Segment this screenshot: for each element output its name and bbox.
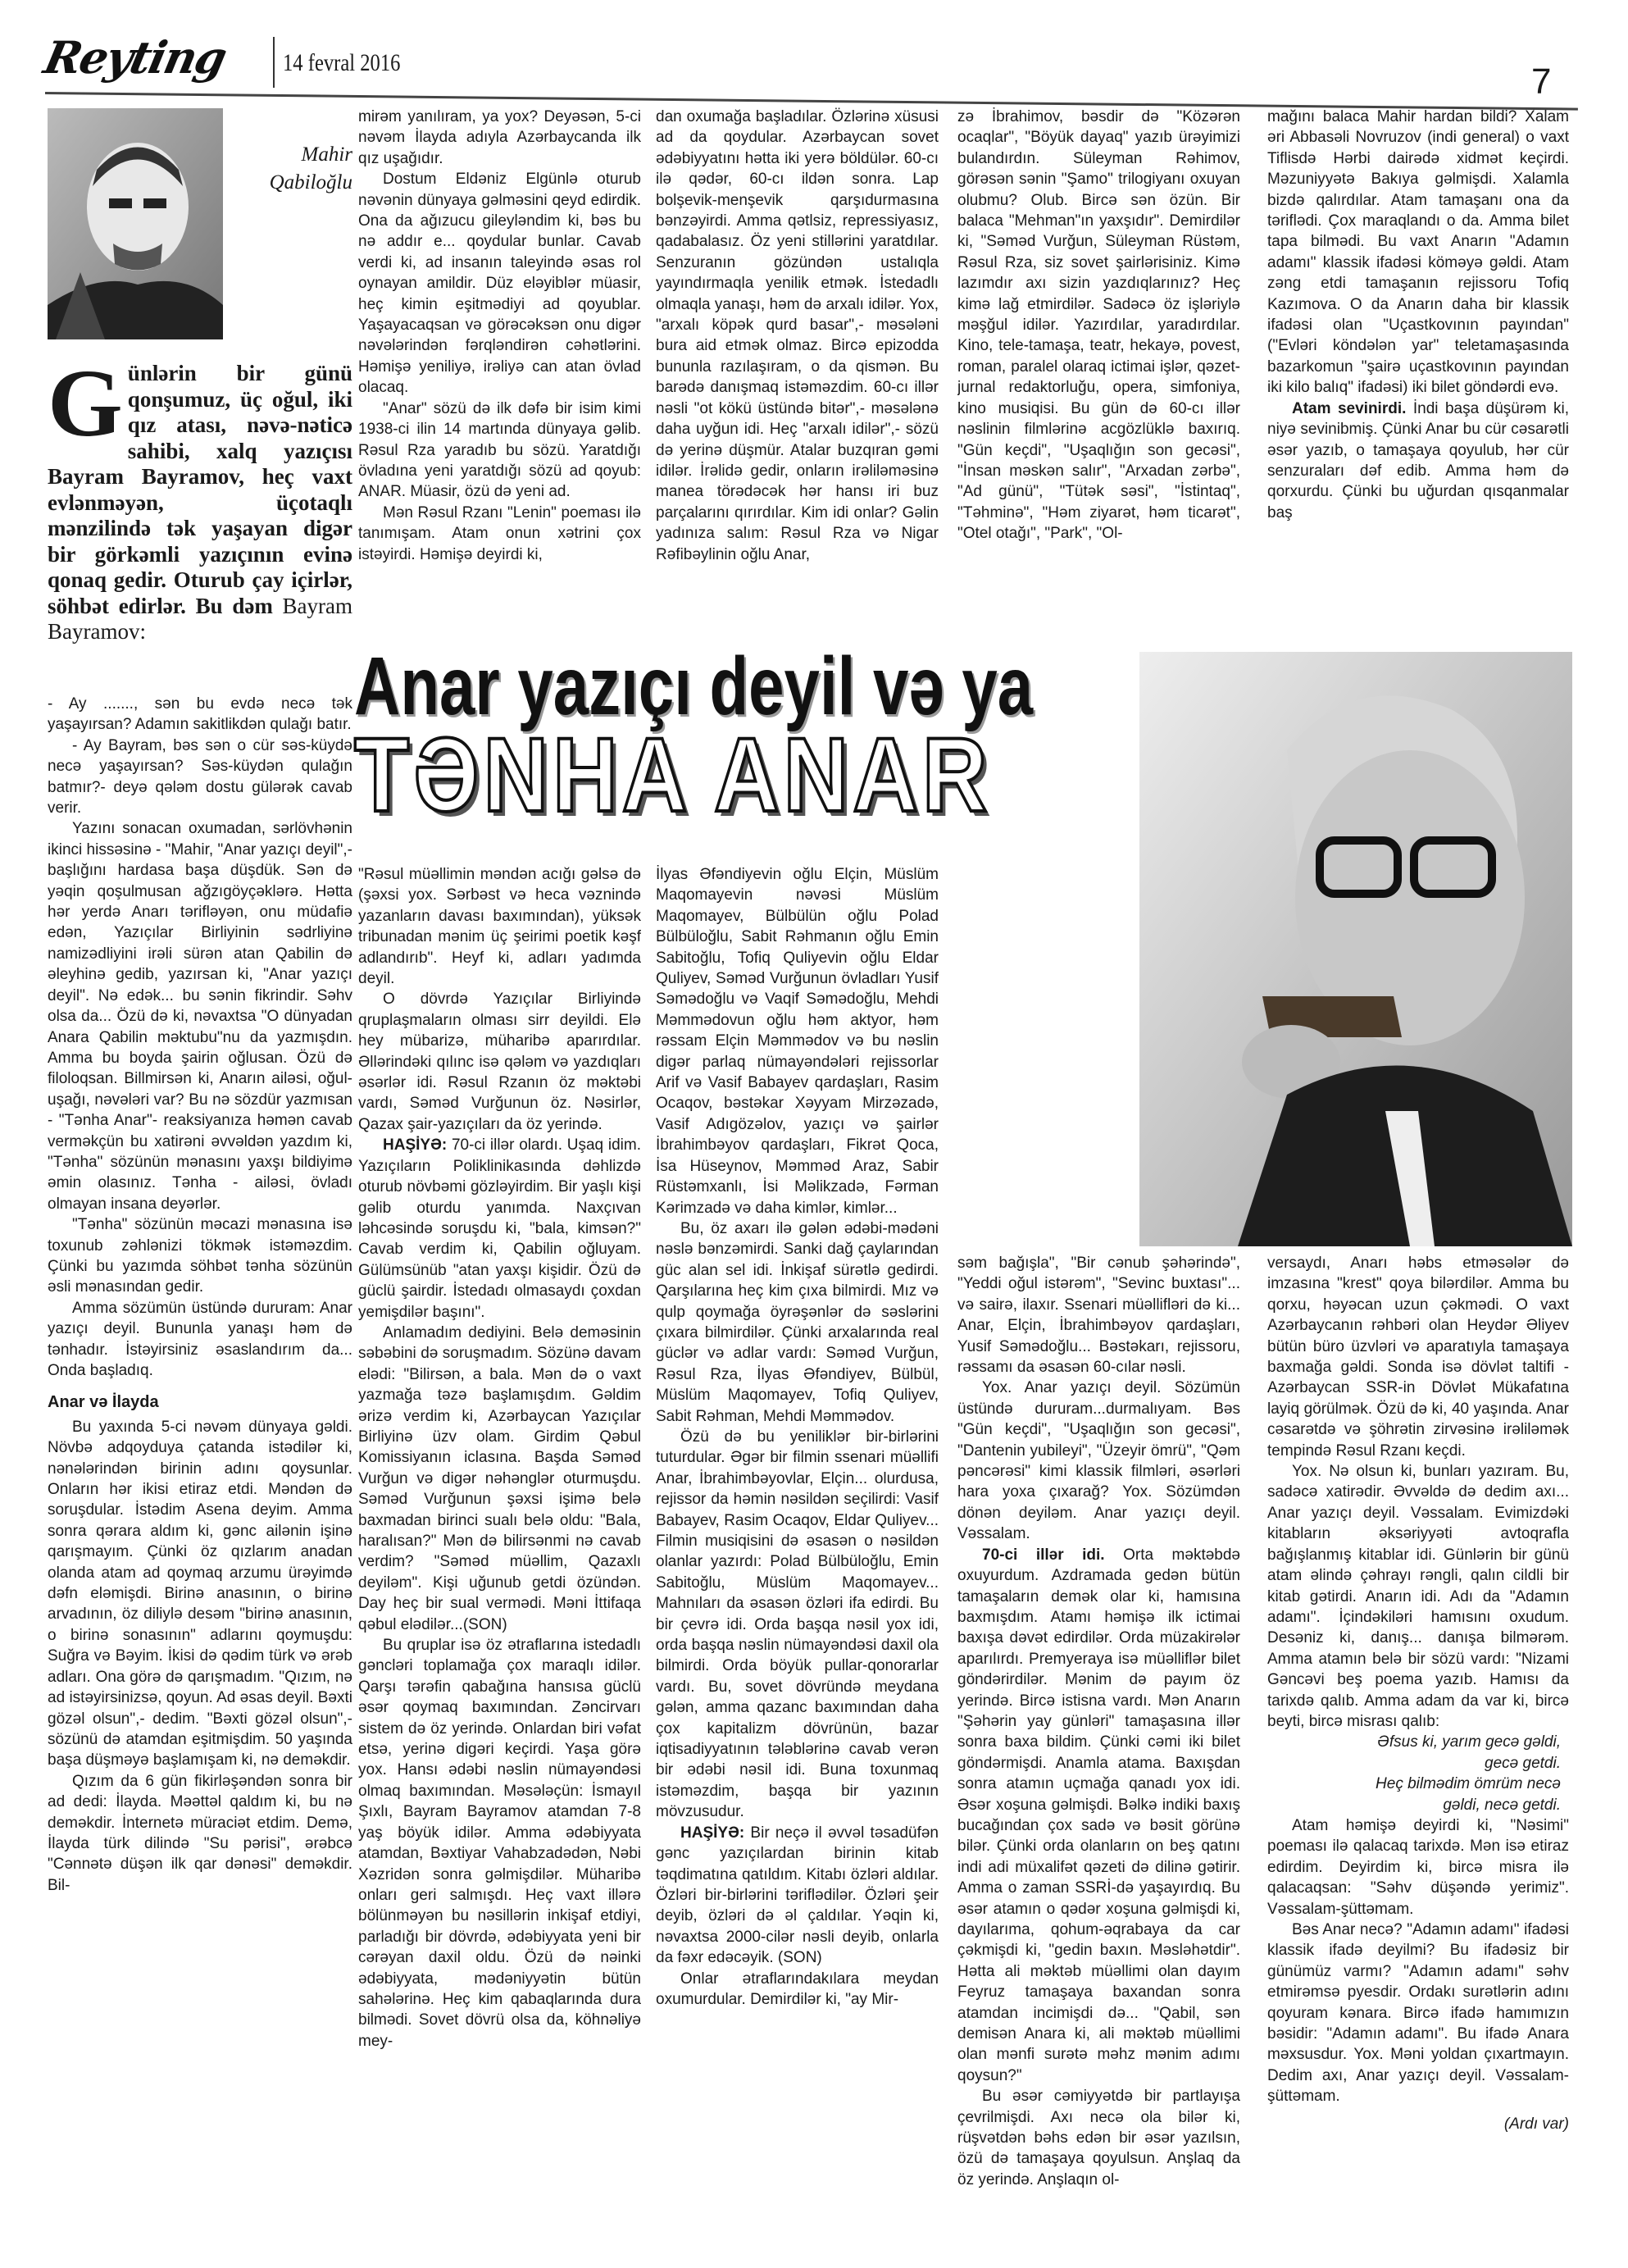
article-paragraph: mağını balaca Mahir hardan bildi? Xalam əri Abbasəli Novruzov (indi general) o vaxt Tiflisdə Hərbi dairədə xidmət keçirdi. Məzuniyyətə Bakıya gəlmişdi. Xalamla bizdə qalırdılar. Atam tamaşanı ona da təriflədi. Çox maraqlandı o da. Amma bilet tapa bilmədi. Bu vaxt Anarın "Adamın adamı" klassik ifadəsi köməyə gəldi. Atam zəng etdi tamaşanın rejissoru Tofiq Kazımova. O da Anarın daha bir klassik ifadəsi olan "Uçastkovının payından" ("Evləri köndələn yar" teletamaşasında bazarkomun "şairə uçastkovının payından iki kilo balıq" ifadəsi) iki bilet göndərdi evə.: [1267, 108, 1569, 397]
column-5-lower: [1267, 1253, 1569, 2227]
article-paragraph: mirəm yanılıram, ya yox? Deyəsən, 5-ci nəvəm İlayda adıyla Azərbaycanda ilk qız uşağıdır.: [358, 108, 641, 167]
article-paragraph: Bu yaxında 5-ci nəvəm dünyaya gəldi. Növbə adqoyduya çatanda istədilər ki, nənələrindən birinin adını qoysunlar. Onların hər ikisi etiraz etdi. Məndən də soruşdular. İstədim Asena deyim. Amma sonra qərara aldım ki, gənc ailənin işinə qarışmayım. Çünki öz qızlarım anadan olanda atam ad qoymaq arzumu ürəyimdə dəfn eləmişdi. Birinə anasının, o birinə arvadının, öz diliylə desəm "birinə anasının, o birinə sonasının" adlarını qoymuşdu: Suğra və Bəyim. İkisi də qədim türk və ərəb adları. Ona görə də qarışmadım. "Qızım, nə ad istəyirsinizsə, qoyun. Ad əsas deyil. Bəxti gözəl olsun",- dedim. "Bəxti gözəl olsun",- sözünü də atamdan eşitmişdim. 50 yaşında başa düşməyə başlamışam ki, nə deməkdir.: [48, 1418, 352, 1769]
headline-text-1: Anar yazıçı deyil və ya: [354, 640, 1034, 732]
article-paragraph: Dostum Eldəniz Elgünlə oturub nəvənin dünyaya gəlməsini qeyd edirdik. Ona da ağızucu gileyləndim ki, bəs bu nə addır e... qoydular bunlar. Cavab verdi ki, ad insanın taleyində əsas rol oynayan amildir. Düz eləyiblər müasir, heç kimin eşitmədiyi ad qoyublar. Yaşayacaqsan və görəcəksən onu digər nəvələrindən fərqləndirən cəhətlərini. Həmişə yeniliyə, irəliyə can atan övlad olacaq.: [358, 171, 641, 397]
article-paragraph: "Rəsul müəllimin məndən acığı gəlsə də (şəxsi yox. Sərbəst və heca vəznində yazanların davası baxımından), yüksək tribunadan mənim üç şeirimi poetik kəşf adlandırıb". Heyf ki, adları yadımda deyil.: [358, 866, 641, 988]
article-paragraph: Mən Rəsul Rzanı "Lenin" poeması ilə tanımışam. Atam onun xətrini çox istəyirdi. Həmişə deyirdi ki,: [358, 503, 641, 563]
article-paragraph: [1267, 398, 1569, 523]
column-5-upper: [1267, 107, 1569, 649]
paragraph-text: 70-ci illər olardı. Uşaq idim. Yazıçıların Poliklinikasında dəhlizdə oturub növbəmi gözləyirdim. Bir yaşlı kişi gəlib oturdu yanımda. Naxçıvan ləhcəsində soruşdu ki, "bala, kimsən?" Cavab verdim ki, Qabilin oğluyam. Gülümsünüb "atan yaxşı kişidir. Özü də güclü şairdir. İstedadı olmasaydı çoxdan yemişdilər başını".: [358, 1136, 641, 1321]
paragraph-text: Orta məktəbdə oxuyurdum. Azdramada gedən bütün tamaşaların demək olar ki, hamısına baxmışdım. Atamı həmişə ilk ictimai baxışa dəvət edirdilər. Orda müzakirələr aparılırdı. Premyeraya isə müəlliflər bilet göndərirdilər. Mənim də payım öz yerində. Bircə istisna vardı. Mən Anarın "Şəhərin yay günləri" tamaşasına illər sonra baxa bildim. Çünki cəmi iki bilet göndərmişdi. Anamla atama. Baxışdan sonra atamın uçmağa qanadı yox idi. Əsər xoşuna gəlmişdi. Bəlkə indiki baxış bucağından çox sadə və bəsit görünə bilər. Çünki orda olanların on beş qatını indi adi müxalifət qəzeti də dilinə gətirir. Amma o zaman SSRİ-də yaşayırdıq. Bu əsər atamın o qədər xoşuna gəlmişdi ki, dayılarıma, qohum-əqrabaya da car çəkmişdi ki, "gedin baxın. Məsləhətdir". Hətta ali məktəb müəllimi olan dayım Feyruz tamaşaya baxandan sonra atamdan incimişdi də... "Qabil, sən demisən Anara ki, ali məktəb müəllimi olan mənfi surətə məhz mənim adımı qoysun?": [957, 1546, 1240, 2084]
bold-lead-in: HAŞİYƏ:: [680, 1824, 745, 1842]
author-byline: [234, 141, 352, 197]
article-paragraph: [656, 1823, 939, 1969]
header-divider: [273, 37, 275, 88]
article-paragraph: - Ay Bayram, bəs sən o cür səs-küydə necə yaşayırsan? Səs-küydən qulağın batmır?- deyə qələm dostu gülərək cavab verir.: [48, 736, 352, 817]
article-paragraph: Bu, öz axarı ilə gələn ədəbi-mədəni nəslə bənzəmirdi. Sanki dağ çaylarından güc alan sel idi. İnkişaf sürətlə gedirdi. Qarşılarına heç kim çıxa bilmirdi. Mız və qulp qoymağa öyrəşənlər də səslərini çıxara bilmirdilər. Çünki arxalarında real güclər və adlar vardı: Səməd Vurğun, Rəsul Rza, İlyas Əfəndiyev, Bülbül, Müslüm Maqomayev, Tofiq Quliyev, Sabit Rəhman, Mehdi Məmmədov.: [656, 1219, 939, 1425]
article-paragraph: - Ay ......., sən bu evdə necə tək yaşayırsan? Adamın sakitlikdən qulağı batır.: [48, 695, 352, 734]
article-paragraph: Özü də bu yeniliklər bir-birlərini tuturdular. Əgər bir filmin ssenari müəllifi Anar, İbrahimbəyovlar, Elçin... olurdusa, rejissor da həmin nəsildən seçilirdi: Vasif Babayev, Rasim Ocaqov, Eldar Quliyev... Filmin musiqisini də əsasən o nəsildən olanlar yazırdı: Polad Bülbüloğlu, Emin Sabitoğlu, Müslüm Maqomayev... Mahnıları da əsasən özləri ifa edirdi. Bu bir çevrə idi. Orda başqa nəsil yox idi, orda başqa nəslin nümayəndəsi daxil ola bilmirdi. Orda böyük pullar-qonorarlar vardı. Bu, sovet dövründə meydana gələn, amma qazanc baxımından daha çox kapitalizm dövrünün, bazar iqtisadiyyatının tələblərinə cavab verən bir ədəbi nəsil idi. Buna toxunmaq istəməzdim, başqa bir yazının mövzusudur.: [656, 1428, 939, 1821]
article-paragraph: Amma sözümün üstündə dururam: Anar yazıçı deyil. Bununla yanaşı həm də tənhadır. İstəyirsiniz əsaslandırım da... Onda başladıq.: [48, 1299, 352, 1379]
drop-cap: G: [48, 349, 123, 457]
article-paragraph: Yox. Anar yazıçı deyil. Sözümün üstündə dururam...durmalıyam. Bəs "Gün keçdi", "Uşaqlığın son gecəsi", "Dantenin yubileyi", "Üzeyir ömrü", "Qəm pəncərəsi" kimi klassik filmləri, əsərləri hara yoxa çıxarağ? Yox. Sözümdən dönən deyiləm. Anar yazıçı deyil. Vəssalam.: [957, 1379, 1240, 1543]
column-left: [48, 694, 352, 2227]
article-paragraph: zə İbrahimov, bəsdir də "Közərən ocaqlar", "Böyük dayaq" yazıb ürəyimizi bulandırdın. Süleyman Rəhimov, görəsən sənin "Şamo" trilogiyanı oxuyan olubmu? Olub. Bircə sən özün. Bir balaca "Mehman"ın yaxşıdır". Demirdilər ki, "Səməd Vurğun, Süleyman Rüstəm, Rəsul Rza, siz sovet şairlərisiniz. Kimə lazımdır axı sizin yazdıqlarınız? Heç kimə lağ etmirdilər. Sadəcə öz işləriylə məşğul idilər. Yazırdılar, yaradırdılar. Kino, tele-tamaşa, teatr, hekayə, povest, roman, paralel olaraq ictimai işlər, qəzet-jurnal redaktorluğu, opera, simfoniya, kino musiqisi. Bu gün də 60-cı illər nəslinin filmlərinə acgözlüklə baxırıq. "Gün keçdi", "Uşaqlığın son gecəsi", "İnsan məskən salır", "Arxadan zərbə", "Ad günü", "Tütək səsi", "İstintaq", "Təhminə", "Həm ziyarət, həm ticarət", "Otel otağı", "Park", "Ol-: [957, 108, 1240, 543]
article-paragraph: Atam həmişə deyirdi ki, "Nəsimi" poeması ilə qalacaq tarixdə. Mən isə etiraz edirdim. Deyirdim ki, bircə misra ilə qalacaqsan: "Səhv düşəndə yerimiz". Vəssalam-şüttəmam.: [1267, 1816, 1569, 1918]
section-subheading: Anar və İlayda: [48, 1393, 159, 1412]
page-number: 7: [1531, 61, 1552, 102]
bold-lead-in: 70-ci illər idi.: [982, 1546, 1105, 1564]
lead-tail: Bayram Bayramov:: [48, 593, 352, 644]
article-paragraph: Anlamadım dediyini. Belə deməsinin səbəbini də soruşmadım. Sözünə davam elədi: "Bilirsən, a bala. Mən də o vaxt yazmağa təzə başlamışdım. Gəldim ərizə verdim ki, Azərbaycan Yazıçılar Birliyinə üzv olam. Girdim Qəbul Komissiyanın iclasına. Başda Səməd Vurğun və digər nəhənglər oturmuşdu. Səməd Vurğunun şəxsi işimə belə baxmadan birinci sualı belə oldu: "Bala, haralısan?" Mən də bilirsənmi nə cavab verdim? "Səməd müəllim, Qazaxlı deyiləm". Kişi uğunub getdi özündən. Day heç bir sual vermədi. Məni İttifaqa qəbul elədilər...(SON): [358, 1323, 641, 1633]
bold-lead-in: HAŞİYƏ:: [383, 1136, 448, 1154]
column-3-upper: [656, 107, 939, 649]
author-last-name: Qabiloğlu: [269, 171, 352, 194]
article-paragraph: "Tənha" sözünün məcazi mənasına isə toxunub zəhlənizi tökmək istəməzdim. Çünki bu yazımda söhbət tənha sözünün əsli mənasından gedir.: [48, 1216, 352, 1296]
paragraph-text: Bir neçə il əvvəl təsadüfən gənc yazıçılardan birinin kitab təqdimatına qatıldım. Kitabı özləri aldılar. Özləri bir-birlərini təriflədilər. Özləri şeir deyib, özləri də əl çaldılar. Yəqin ki, nəvaxtsa 2000-cilər nəsli deyib, onlarla da fəxr edəcəyik. (SON): [656, 1824, 939, 1967]
newspaper-logo: Reyting: [39, 31, 230, 84]
article-paragraph: [358, 1135, 641, 1323]
article-paragraph: dan oxumağa başladılar. Özlərinə xüsusi ad da qoydular. Azərbaycan sovet ədəbiyyatını hətta iki yerə böldülər. 60-cı ilə qədər, 60-cı ildən sonra. Lap bolşevik-menşevik qarşıdurmasına bənzəyirdi. Amma qətlsiz, repressiyasız, qadabalasız. Öz yeni stillərini yaratdılar. Senzuranın gözündən ustalıqla yayındırmaqla yenilik etmək. İstedadlı olmaqla yanaşı, həm də arxalı idilər. Yox, "arxalı köpək qurd basar",- məsələni bura aid etmək olmaz. Bircə epizodda bununla razılaşıram, o da qismən. Bu barədə danışmaq istəməzdim. 60-cı illər nəsli "ot kökü üstündə bitər",- məsələnə daha uyğun idi. Heç "arxalı idilər",- sözü də yerinə düşmür. Atalar buzqıran gəmi idilər. İrəlidə gedir, onların irəliləməsinə manea törədəcək hər hansı iri buz parçalarını qırırdılar. Kim idi onlar? Gəlin yadınıza salım: Rəsul Rza və Nigar Rəfibəylinin oğlu Anar,: [656, 108, 939, 563]
author-first-name: Mahir: [301, 143, 352, 166]
column-2-lower: [358, 864, 641, 2227]
article-paragraph: Bəs Anar necə? "Adamın adamı" ifadəsi klassik ifadə deyilmi? Bu ifadəsiz bir günümüz varmı? "Adamın adamı" səhv etmirəmsə pyesdir. Ordakı surətlərin adını qoyuram kənara. Bircə ifadə hamımızın bəsidir: "Adamın adamı". Bu ifadə Anara məxsusdur. Yox. Məni yoldan çıxartmayın. Dedim axı, Anar yazıçı deyil. Vəssalam-şüttəmam.: [1267, 1921, 1569, 2106]
column-4-lower: [957, 1253, 1240, 2227]
lead-text: ünlərin bir günü qonşumuz, üç oğul, iki qız atası, nəvə-nəticə sahibi, xalq yazıçısı Bayram Bayramov, heç vaxt evlənməyən, üçotaqlı mənzilində tək yaşayan digər bir görkəmli yazıçının evinə qonaq gedir. Oturub çay içirlər, söhbət edirlər. Bu dəm: [48, 361, 352, 618]
bold-lead-in: Atam sevinirdi.: [1292, 399, 1407, 417]
article-paragraph: versaydı, Anarı həbs etməsələr də imzasına "krest" qoya bilərdilər. Amma bu qorxu, həyəcan uzun çəkmədi. O vaxt Azərbaycanın rəhbəri olan Heydər Əliyev bütün büro üzvləri və aparatıyla tamaşaya baxmağa gəldi. Sonda isə dövlət taltifi - Azərbaycan SSR-in Dövlət Mükafatına layiq görülmək. Özü də ki, 40 yaşında. Anar cəsarətdə və şöhrətin zirvəsinə irəliləmək tempində Rəsul Rzanı keçdi.: [1267, 1255, 1569, 1460]
headline-text-2: TƏNHA ANAR: [354, 717, 992, 834]
article-paragraph: Yazını sonacan oxumadan, sərlövhənin ikinci hissəsinə - "Mahir, "Anar yazıçı deyil",- başlığını hardasa başa düşdük. Sən də yəqin qoşulmusan ağzıgöyçəklərə. Hətta hər yerdə Anarı tərifləyən, onu müdafiə edən, Yazıçılar Birliyinin sədrliyinə namizədliyini irəli sürən atan Qabilin də əleyhinə gedib, yazırsan ki, "Anar yazıçı deyil". Nə edək... bu sənin fikrindir. Səhv olsa da... Özü də ki, nəvaxtsa "O dünyadan Anara Qabilin məktubu"nu da yazmışdın. Amma bu boyda şairin oğlusan. Özü də filoloqsan. Billmirsən ki, Anarın ailəsi, oğul-uşağı, nəvələri var? Bu nə sözdür yazmısan - "Tənha Anar"- reaksiyanıza həmən cavab verməkçün bu xatirəni əvvəldən yazdım ki, "Tənha" sözünün mənasını yaxşı bildiyimə əmin olasınız. Tənha - ailəsi, övladı olmayan insana deyərlər.: [48, 820, 352, 1213]
column-4-upper: [957, 107, 1240, 649]
article-paragraph: Bu qruplar isə öz ətraflarına istedadlı gəncləri toplamağa çox maraqlı idilər. Qarşı tərəfin qabağına hansısa güclü əsər qoymaq baxımından. Zəncirvarı sistem də öz yerində. Onlardan biri vəfat etsə, yerinə digəri keçirdi. Yaşa görə yox. Hansı ədəbi nəslin nümayəndəsi olmaq baxımından. Məsələçün: İsmayıl Şıxlı, Bayram Bayramov atamdan 7-8 yaş böyük idilər. Amma ədəbiyyata atamdan, Bəxtiyar Vahabzadədən, Nəbi Xəzridən sonra gəlmişdilər. Müharibə onları geri salmışdı. Heç vaxt illərə bölünməyən bu nəsillərin inkişaf etdiyi, parladığı bir dövrdə, ədəbiyyata yeni bir cərəyan daxil oldu. Özü də nəinki ədəbiyyata, mədəniyyətin bütün sahələrinə. Heç kim qabaqlarında dura bilmədi. Sovet dövrü olsa da, köhnəliyə mey-: [358, 1637, 641, 2050]
article-paragraph: İlyas Əfəndiyevin oğlu Elçin, Müslüm Maqomayevin nəvəsi Müslüm Maqomayev, Bülbülün oğlu Polad Bülbüloğlu, Sabit Rəhmanın oğlu Emin Sabitoğlu, Tofiq Quliyevin oğlu Eldar Quliyev, Səməd Vurğunun övladları Yusif Səmədoğlu və Vaqif Səmədoğlu, Mehdi Məmmədovun oğlu həm aktyor, həm rəssam Elçin Məmmədov və bu nəslin digər parlaq nümayəndələri rejissorlar Arif və Vasif Babayev qardaşları, Rasim Ocaqov, bəstəkar Xəyyam Mirzəzadə, Vasif Adıgözəlov, yazıçı və şairlər İbrahimbəyov qardaşları, Fikrət Qoca, İsa Hüseynov, Məmməd Araz, Sabir Rüstəmxanlı, İsi Məlikzadə, Fərman Kərimzadə və daha kimlər, kimlər...: [656, 866, 939, 1217]
article-paragraph: Onlar ətraflarındakılara meydan oxumurdular. Demirdilər ki, "ay Mir-: [656, 1970, 939, 2008]
article-paragraph: [957, 1545, 1240, 2087]
poem-line: gecə getdi.: [1485, 1754, 1561, 1772]
poem-line: Heç bilmədim ömrüm necə: [1376, 1775, 1561, 1793]
continued-note: (Ardı var): [1503, 2115, 1569, 2133]
article-paragraph: Bu əsər cəmiyyətdə bir partlayışa çevrilmişdi. Axı necə ola bilər ki, rüşvətdən bəhs edən bir əsər yazılsın, özü də tamaşaya qoyulsun. Anşlaq da öz yerində. Anşlaqın ol-: [957, 2088, 1240, 2188]
anar-photo: [1139, 652, 1572, 1246]
article-paragraph: "Anar" sözü də ilk dəfə bir isim kimi 1938-ci ilin 14 martında dünyaya gəlib. Rəsul Rza yaradıb bu sözü. Yaratdığı övladına yeni yaratdığı sözü ad qoyub: ANAR. Müasir, özü də yeni ad.: [358, 399, 641, 501]
lead-paragraph: [48, 349, 352, 645]
article-paragraph: Yox. Nə olsun ki, bunları yazıram. Bu, sadəcə xatirədir. Əvvəldə də dedim axı... Anar yazıçı deyil. Vəssalam. Evimizdəki kitabların əksəriyyəti avtoqrafla bağışlanmış kitablar idi. Günlərin bir günü atam əlində çəhrayı rəngli, qalın cildli bir kitab gətirdi. Anarın idi. Adı da "Adamın adamı". İçindəkiləri hamısını oxudum. Desəniz ki, danış... danışa bilmərəm. Amma atamın belə bir sözü vardı: "Nizami Gəncəvi beş poema yazıb. Hamısı da tarixdə qalıb. Amma adam da var ki, bircə beyti, bircə misrası qalıb:: [1267, 1463, 1569, 1730]
author-photo: [48, 108, 223, 339]
headline-line-2: [354, 717, 1141, 834]
article-paragraph: Qızım da 6 gün fikirləşəndən sonra bir ad dedi: İlayda. Məəttəl qaldım ki, bu nə deməkdir. İnternetə müraciət etdim. Demə, İlayda türk dilində "Su pərisi", ərəbcə "Cənnətə düşən ilk qar dənəsi" deməkdir. Bil-: [48, 1772, 352, 1894]
issue-date: 14 fevral 2016: [283, 49, 401, 76]
column-3-lower: [656, 864, 939, 2227]
article-paragraph: səm bağışla", "Bir cənub şəhərində", "Yeddi oğul istərəm", "Sevinc buxtası"... və sairə, ilaxır. Ssenari müəllifləri də ki... Anar, Elçin, İbrahimbəyov qardaşları, Yusif Səmədoğlu... Bəstəkarı, rejissoru, rəssamı da əsasən 60-cılar nəsli.: [957, 1255, 1240, 1377]
headline-line-1: [354, 640, 1141, 732]
poem-line: gəldi, necə getdi.: [1443, 1796, 1561, 1814]
column-2-upper: [358, 107, 641, 649]
paragraph-text: İndi başa düşürəm ki, niyə sevinibmiş. Çünki Anar bu cür cəsarətli əsər yazıb, o tamaşaya qoyulub, hər cür senzuraları dəf edib. Amma həm də qorxurdu. Çünki bu uğurdan qısqanmalar baş: [1267, 399, 1569, 521]
poem-line: Əfsus ki, yarım gecə gəldi,: [1377, 1733, 1561, 1751]
article-paragraph: O dövrdə Yazıçılar Birliyində qruplaşmaların olması sirr deyildi. Elə hey mübarizə, müharibə aparırdılar. Əllərindəki qılınc isə qələm və yazdıqları əsərlər idi. Rəsul Rzanın öz məktəbi vardı, Səməd Vurğunun öz. Nəsirlər, Qazax şair-yazıçıları da öz yerində.: [358, 991, 641, 1133]
